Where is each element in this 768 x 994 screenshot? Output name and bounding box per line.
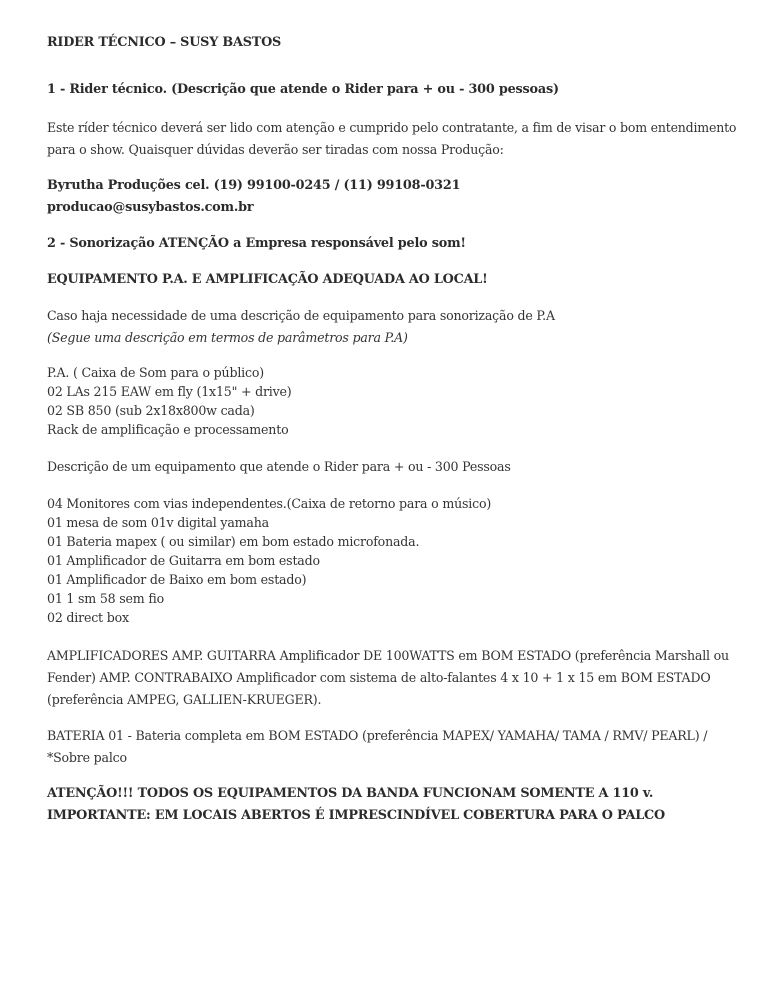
section1-heading: 1 - Rider técnico. (Descrição que atende o Rider para + ou - 300 pessoas) bbox=[47, 82, 559, 97]
equipment-list-item: 01 mesa de som 01v digital yamaha bbox=[47, 515, 269, 530]
equipment-list-item: 01 1 sm 58 sem fio bbox=[47, 591, 165, 606]
warning-line: ATENÇÃO!!! TODOS OS EQUIPAMENTOS DA BANDA FUNCIONAM SOMENTE A 110 v. bbox=[47, 786, 654, 801]
pa-list-item: 02 LAs 215 EAW em fly (1x15" + drive) bbox=[47, 384, 292, 399]
intro-line: para o show. Quaisquer dúvidas deverão ser tiradas com nossa Produção: bbox=[47, 142, 504, 157]
drums-line: BATERIA 01 - Bateria completa em BOM ESTADO (preferência MAPEX/ YAMAHA/ TAMA / RMV/ PEARL) / bbox=[47, 728, 708, 743]
contact-phone: Byrutha Produções cel. (19) 99100-0245 / (11) 99108-0321 bbox=[47, 178, 461, 193]
equipment-list-item: 04 Monitores com vias independentes.(Caixa de retorno para o músico) bbox=[47, 496, 492, 511]
amplifiers-line: Fender) AMP. CONTRABAIXO Amplificador com sistema de alto-falantes 4 x 10 + 1 x 15 em BOM ESTADO bbox=[47, 670, 711, 685]
equipment-heading: EQUIPAMENTO P.A. E AMPLIFICAÇÃO ADEQUADA AO LOCAL! bbox=[47, 272, 488, 287]
intro-line: Este ríder técnico deverá ser lido com atenção e cumprido pelo contratante, a fim de visar o bom entendimento bbox=[47, 120, 737, 135]
equipment-description: Descrição de um equipamento que atende o Rider para + ou - 300 Pessoas bbox=[47, 459, 511, 474]
pa-list-item: P.A. ( Caixa de Som para o público) bbox=[47, 365, 264, 380]
warning-line: IMPORTANTE: EM LOCAIS ABERTOS É IMPRESCINDÍVEL COBERTURA PARA O PALCO bbox=[47, 808, 665, 823]
pa-list-item: Rack de amplificação e processamento bbox=[47, 422, 289, 437]
section2-heading: 2 - Sonorização ATENÇÃO a Empresa responsável pelo som! bbox=[47, 236, 466, 251]
amplifiers-line: AMPLIFICADORES AMP. GUITARRA Amplificador DE 100WATTS em BOM ESTADO (preferência Marshall ou bbox=[47, 648, 729, 663]
amplifiers-line: (preferência AMPEG, GALLIEN-KRUEGER). bbox=[47, 692, 322, 707]
equipment-list-item: 01 Bateria mapex ( ou similar) em bom estado microfonada. bbox=[47, 534, 420, 549]
document-title: RIDER TÉCNICO – SUSY BASTOS bbox=[47, 35, 282, 50]
equipment-list-item: 02 direct box bbox=[47, 610, 129, 625]
drums-line: *Sobre palco bbox=[47, 750, 127, 765]
pa-note: Caso haja necessidade de uma descrição de equipamento para sonorização de P.A bbox=[47, 308, 555, 323]
equipment-list-item: 01 Amplificador de Baixo em bom estado) bbox=[47, 572, 307, 587]
pa-list-item: 02 SB 850 (sub 2x18x800w cada) bbox=[47, 403, 255, 418]
contact-email: producao@susybastos.com.br bbox=[47, 200, 254, 215]
equipment-list-item: 01 Amplificador de Guitarra em bom estado bbox=[47, 553, 320, 568]
pa-note-italic: (Segue uma descrição em termos de parâmetros para P.A) bbox=[47, 330, 408, 345]
